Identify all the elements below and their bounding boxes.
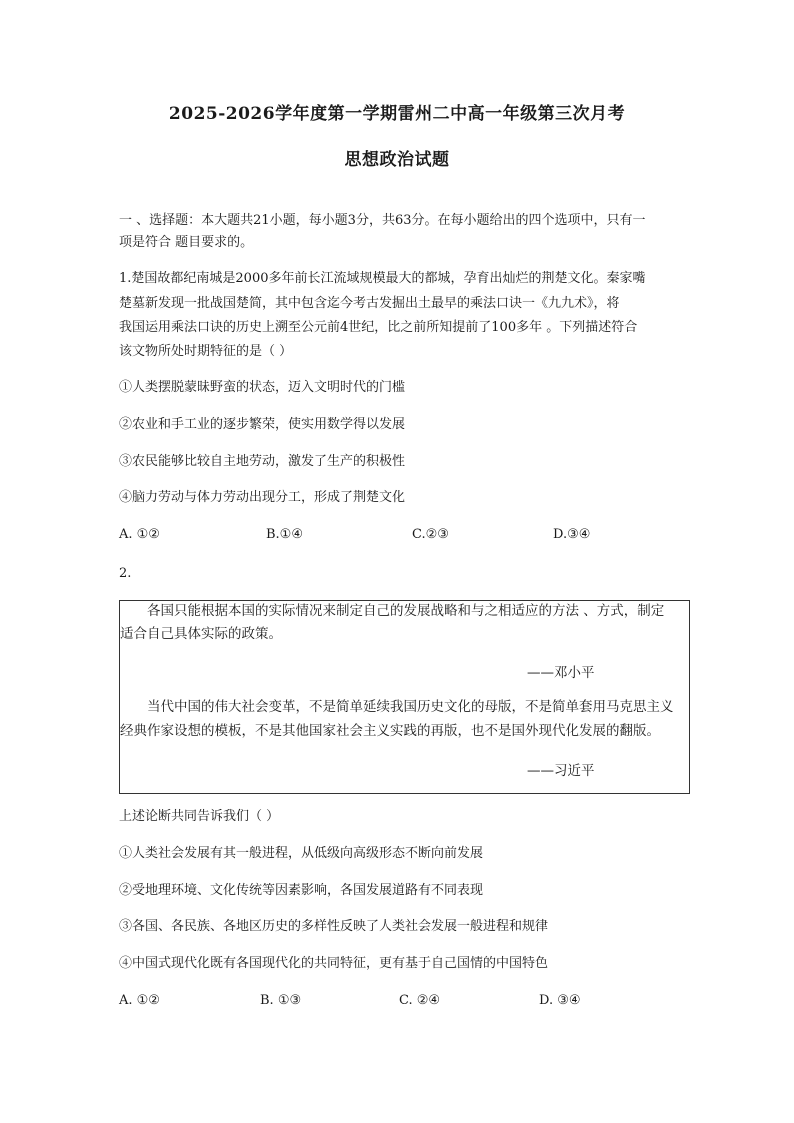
- q2-quote1-line-1: 各国只能根据本国的实际情况来制定自己的发展战略和与之相适应的方法 、方式，制定: [147, 603, 665, 619]
- q2-statement-3: ③各国、各民族、各地区历史的多样性反映了人类社会发展一般进程和规律: [119, 919, 549, 934]
- q2-option-a: A. ①②: [119, 993, 160, 1008]
- q1-statement-3: ③农民能够比较自主地劳动，激发了生产的积极性: [119, 454, 406, 469]
- q2-option-b: B. ①③: [260, 993, 302, 1008]
- q2-statement-2: ②受地理环境、文化传统等因素影响，各国发展道路有不同表现: [119, 883, 484, 898]
- q1-stem-line-4: 该文物所处时期特征的是（ ）: [119, 344, 293, 359]
- q2-quote2-line-1: 当代中国的伟大社会变革，不是简单延续我国历史文化的母版，不是简单套用马克思主义: [147, 699, 674, 715]
- q1-option-d: D.③④: [553, 527, 591, 542]
- q1-statement-1: ①人类摆脱蒙昧野蛮的状态，迈入文明时代的门槛: [119, 380, 406, 395]
- q2-quote2-author: ——习近平: [527, 763, 595, 779]
- section-intro-line-1: 一 、选择题：本大题共21小题，每小题3分，共63分。在每小题给出的四个选项中，只有一: [119, 213, 646, 228]
- q1-stem-line-1: 1.楚国故都纪南城是2000多年前长江流域规模最大的都城，孕育出灿烂的荆楚文化。秦家嘴: [119, 271, 646, 286]
- q2-quote1-author: ——邓小平: [527, 665, 595, 681]
- q2-option-d: D. ③④: [539, 993, 581, 1008]
- q2-number: 2.: [119, 566, 132, 581]
- q2-statement-4: ④中国式现代化既有各国现代化的共同特征，更有基于自己国情的中国特色: [119, 956, 549, 971]
- q2-quote1-line-2: 适合自己具体实际的政策。: [120, 626, 282, 642]
- q1-option-b: B.①④: [266, 527, 303, 542]
- exam-title: 2025-2026学年度第一学期雷州二中高一年级第三次月考: [168, 104, 626, 124]
- q2-quote2-line-2: 经典作家设想的模板，不是其他国家社会主义实践的再版，也不是国外现代化发展的翻版。: [120, 723, 660, 739]
- q2-stem: 上述论断共同告诉我们（ ）: [119, 809, 280, 824]
- q2-option-c: C. ②④: [399, 993, 441, 1008]
- q1-option-c: C.②③: [412, 527, 449, 542]
- exam-subtitle: 思想政治试题: [344, 150, 450, 170]
- q1-stem-line-3: 我国运用乘法口诀的历史上溯至公元前4世纪，比之前所知提前了100多年 。下列描述符合: [119, 320, 638, 335]
- q1-statement-2: ②农业和手工业的逐步繁荣，使实用数学得以发展: [119, 417, 406, 432]
- section-intro-line-2: 项是符合 题目要求的。: [119, 235, 254, 250]
- q1-statement-4: ④脑力劳动与体力劳动出现分工，形成了荆楚文化: [119, 490, 406, 505]
- q2-statement-1: ①人类社会发展有其一般进程，从低级向高级形态不断向前发展: [119, 846, 484, 861]
- q2-quote-box: [119, 600, 690, 794]
- q1-option-a: A. ①②: [119, 527, 160, 542]
- q1-stem-line-2: 楚墓新发现一批战国楚简，其中包含迄今考古发掘出土最早的乘法口诀一《九九术》，将: [119, 296, 620, 311]
